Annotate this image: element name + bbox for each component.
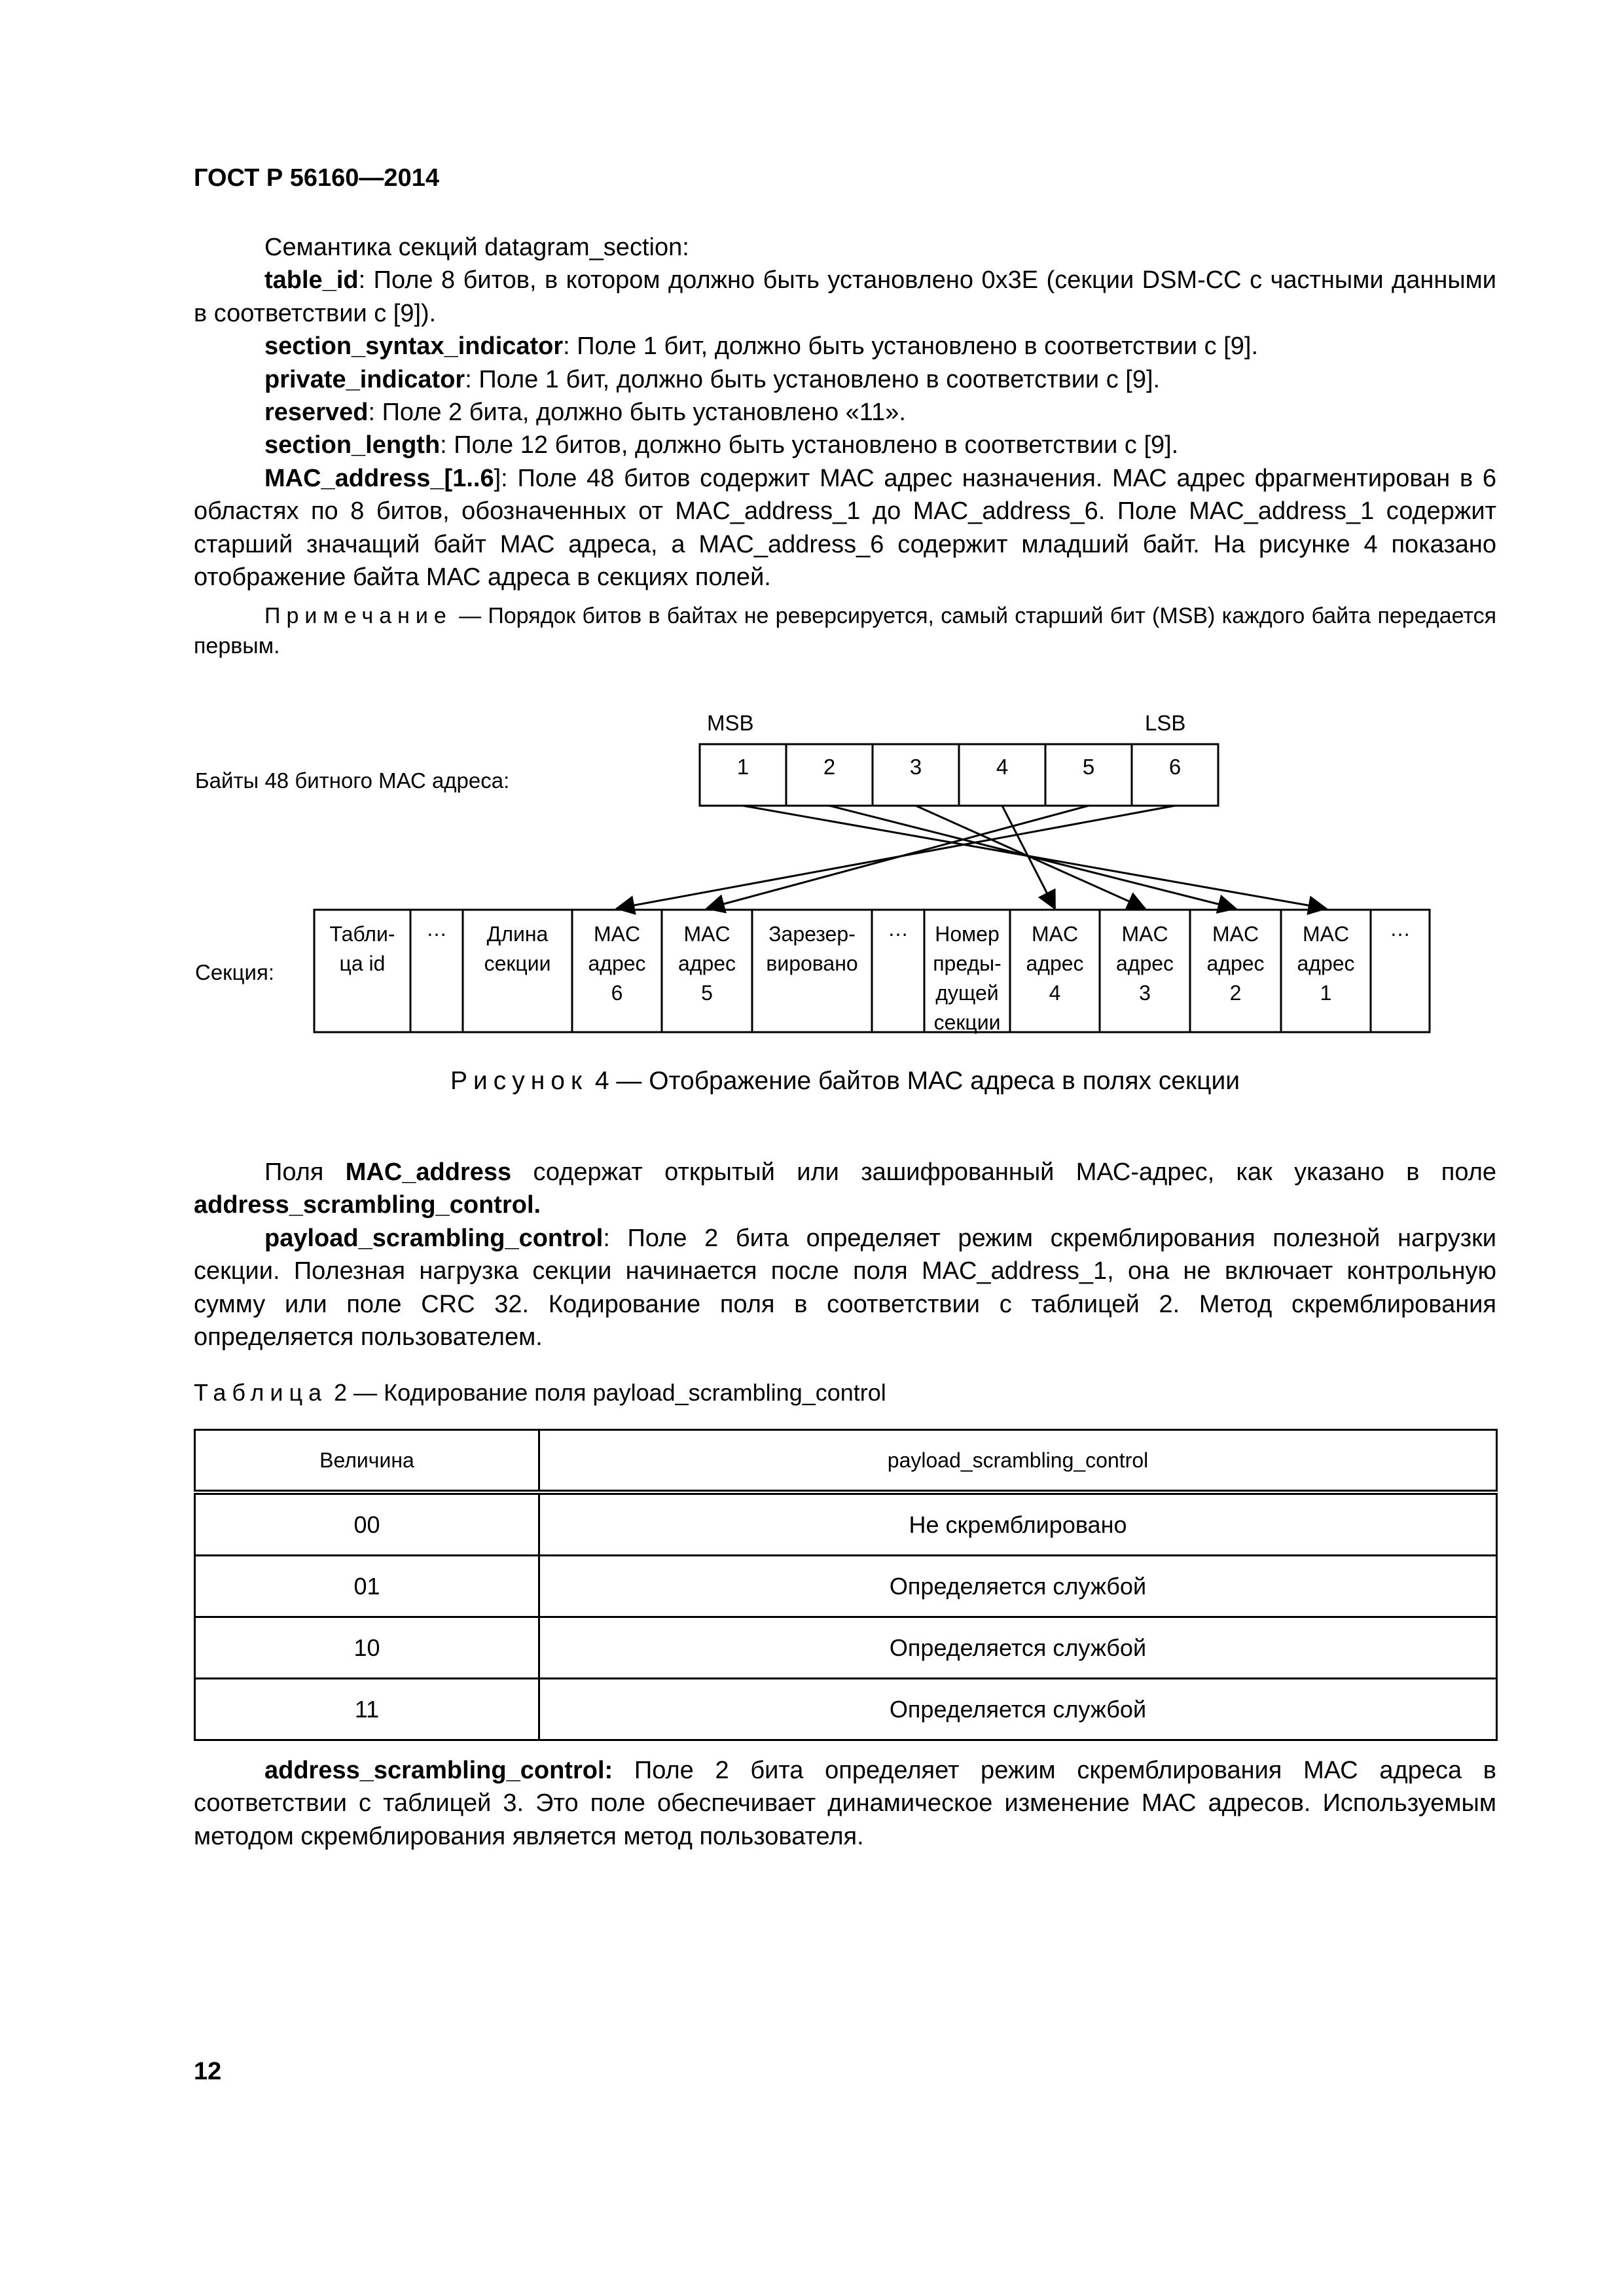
section-field-text: 6	[611, 981, 623, 1005]
section-field-text: адрес	[1297, 952, 1355, 975]
header-psc: payload_scrambling_control	[539, 1430, 1497, 1493]
section-field-text: …	[426, 917, 447, 941]
section-field-text: MAC	[683, 922, 731, 946]
table-cell: Не скремблировано	[539, 1492, 1497, 1556]
section-field-text: 5	[701, 981, 713, 1005]
payload-scrambling-text: : Поле 2 бита определяет режим скремблирования полезной нагрузки секции. Полезная нагрузка секции начинается после поля MAC_address_1, она не включает контрольную сумму или поле CRC 32. Кодирование поля в соответствии с таблицей 2. Метод скремблирования определяется пользователем.	[194, 1224, 1496, 1352]
pi-text: : Поле 1 бит, должно быть установлено в соответствии с [9].	[465, 365, 1161, 393]
msb-label: MSB	[707, 711, 754, 735]
section-field-text: адрес	[588, 952, 646, 975]
table-cell: 01	[195, 1556, 539, 1617]
figure-caption-label: Рисунок	[450, 1067, 588, 1095]
lsb-label: LSB	[1145, 711, 1186, 735]
section-field-text: …	[888, 917, 909, 941]
table-cell: Определяется службой	[539, 1617, 1497, 1679]
mac-byte-label: 1	[736, 755, 749, 779]
mac-bytes-label: Байты 48 битного МАС адреса:	[195, 768, 510, 793]
page-number: 12	[194, 2058, 222, 2085]
table-cell: 00	[195, 1492, 539, 1556]
para2-mac-term: MAC_address	[345, 1158, 512, 1186]
mac-byte-label: 2	[823, 755, 836, 779]
semantics-line: Семантика секций datagram_section:	[264, 234, 689, 261]
table-cell: Определяется службой	[539, 1679, 1497, 1740]
reserved-term: reserved	[264, 399, 369, 427]
table-row	[195, 1617, 1497, 1679]
section-field-text: MAC	[1212, 922, 1259, 946]
table-row	[195, 1556, 1497, 1617]
pi-term: private_indicator	[264, 365, 465, 393]
section-field-text: MAC	[593, 922, 641, 946]
section-field-text: дущей	[935, 981, 999, 1005]
ssi-term: section_syntax_indicator	[264, 332, 564, 361]
reserved-text: : Поле 2 бита, должно быть установлено «11».	[368, 399, 906, 427]
section-field-text: адрес	[677, 952, 736, 975]
table-caption	[194, 1379, 886, 1407]
section-field-text: Зарезер-	[768, 922, 856, 946]
table-caption-label: Таблица	[194, 1379, 328, 1406]
mac-address-term: MAC_address_[1..6	[264, 464, 494, 492]
payload-block	[194, 1156, 1496, 1354]
payload-scrambling-term: payload_scrambling_control	[264, 1224, 604, 1252]
section-field-text: адрес	[1026, 952, 1084, 975]
section-field-text: Номер	[935, 922, 1000, 946]
figure-caption-text: 4 — Отображение байтов МАС адреса в полях секции	[588, 1067, 1240, 1095]
section-field-text: MAC	[1121, 922, 1168, 946]
table-cell: 11	[195, 1679, 539, 1740]
mac-mapping-diagram	[0, 0, 1624, 1113]
section-label: Секция:	[195, 960, 274, 984]
document-header: ГОСТ Р 56160—2014	[194, 164, 439, 192]
note-text: — Порядок битов в байтах не реверсируется, самый старший бит (MSB) каждого байта передается первым.	[194, 603, 1496, 658]
payload-scrambling-paragraph	[194, 1222, 1496, 1354]
section-field-text: адрес	[1115, 952, 1174, 975]
table-cell: 10	[195, 1617, 539, 1679]
section-field-text: адрес	[1206, 952, 1265, 975]
section-field-row	[314, 910, 1430, 1034]
table-caption-text: 2 — Кодирование поля payload_scrambling_control	[327, 1379, 886, 1406]
mapping-arrow	[617, 806, 1176, 908]
section-field-text: MAC	[1302, 922, 1350, 946]
address-scrambling-text: Поле 2 бита определяет режим скремблирования МАС адреса в соответствии с таблицей 3. Это поле обеспечивает динамическое изменение МАС адресов. Используемым методом скремблирования является метод пользователя.	[194, 1757, 1496, 1850]
table-cell: Определяется службой	[539, 1556, 1497, 1617]
para2-middle: содержат открытый или зашифрованный МАС-адрес, как указано в поле	[511, 1158, 1496, 1186]
section-field-text: Длина	[486, 922, 549, 946]
address-scrambling-term: address_scrambling_control:	[264, 1757, 613, 1784]
section-field-text: MAC	[1031, 922, 1079, 946]
section-field-text: ца id	[339, 952, 386, 975]
note-label: Примечание	[264, 603, 452, 628]
table-id-term: table_id	[264, 266, 359, 295]
section-field-text: …	[1390, 917, 1411, 941]
mac-byte-label: 5	[1082, 755, 1095, 779]
section-field-text: 2	[1229, 981, 1242, 1005]
mac-byte-label: 3	[909, 755, 922, 779]
section-field-text: вировано	[766, 952, 858, 975]
para2-asc-term: address_scrambling_control.	[194, 1191, 541, 1219]
table-row	[195, 1679, 1497, 1740]
mac-byte-row	[700, 744, 1218, 806]
section-field-text: преды-	[933, 952, 1001, 975]
table-header-row	[195, 1430, 1497, 1493]
para2-start: Поля	[264, 1158, 346, 1186]
section-length-term: section_length	[264, 431, 441, 459]
section-field-text: секции	[484, 952, 551, 975]
header-value: Величина	[195, 1430, 539, 1493]
section-field-text: 1	[1320, 981, 1332, 1005]
section-length-text: : Поле 12 битов, должно быть установлено в соответствии с [9].	[440, 431, 1179, 459]
address-scrambling-paragraph	[194, 1754, 1496, 1853]
mac-byte-label: 6	[1168, 755, 1182, 779]
address-scrambling-block	[194, 1754, 1496, 1853]
table-id-text: : Поле 8 битов, в котором должно быть установлено 0x3E (секции DSM-CC с частными данными в соответствии с [9]).	[194, 266, 1496, 327]
ssi-text: : Поле 1 бит, должно быть установлено в соответствии с [9].	[563, 332, 1259, 361]
mac-byte-label: 4	[996, 755, 1009, 779]
mac-address-text: ]: Поле 48 битов содержит МАС адрес назначения. МАС адрес фрагментирован в 6 областях по 8 битов, обозначенных от MAC_address_1 до MAC_address_6. Поле MAC_address_1 содержит старший значащий байт МАС адреса, а MAC_address_6 содержит младший байт. На рисунке 4 показано отображение байта МАС адреса в секциях полей.	[194, 464, 1496, 592]
scrambling-table	[194, 1429, 1498, 1741]
section-field-text: секции	[933, 1011, 1001, 1034]
figure-caption	[194, 1067, 1496, 1096]
mapping-arrows	[617, 806, 1326, 908]
section-field-text: Табли-	[329, 922, 395, 946]
table-row	[195, 1492, 1497, 1556]
mac-address-paragraph	[194, 1156, 1496, 1222]
section-field-text: 3	[1139, 981, 1151, 1005]
section-field-text: 4	[1049, 981, 1061, 1005]
